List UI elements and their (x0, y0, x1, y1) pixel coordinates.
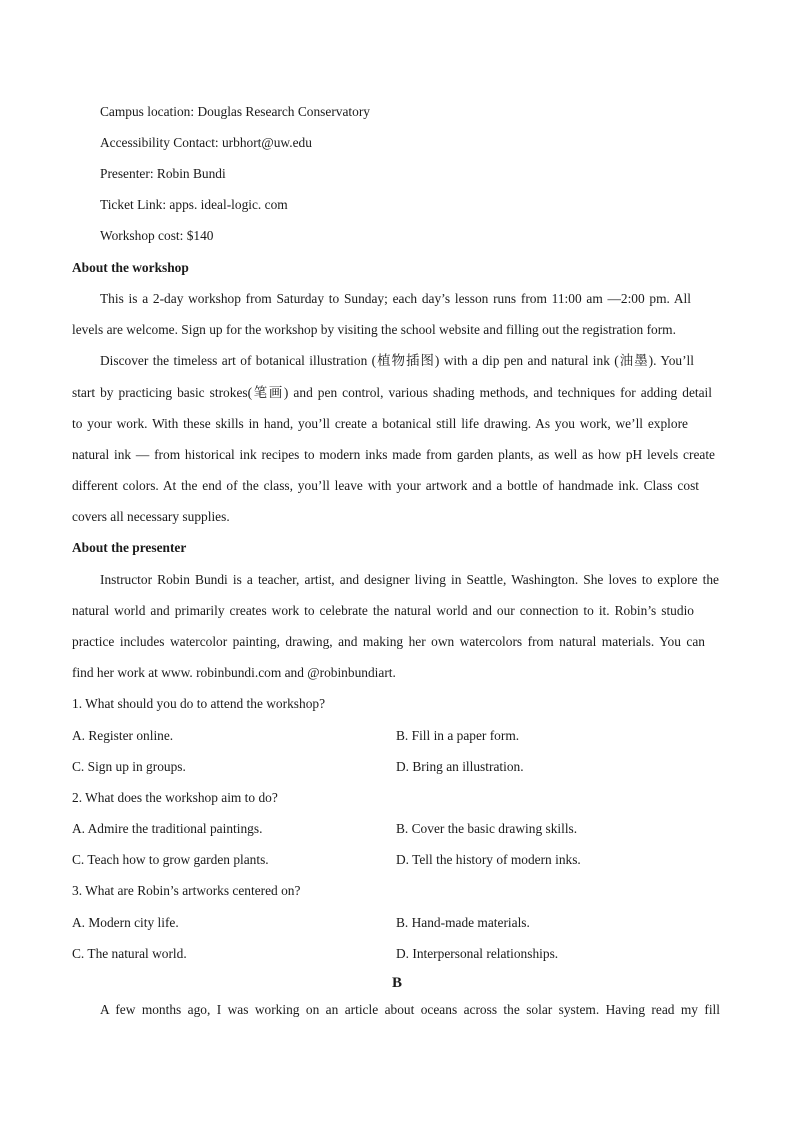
presenter-para-line: Instructor Robin Bundi is a teacher, artist, and designer living in Seattle, Washington. She loves to explore the (100, 572, 719, 587)
answer-option: C. The natural world. (72, 946, 187, 961)
answer-option: D. Interpersonal relationships. (396, 946, 559, 961)
presenter-para-line: find her work at www. robinbundi.com and @robinbundiart. (72, 665, 396, 680)
answer-option: B. Cover the basic drawing skills. (396, 821, 578, 836)
accessibility-contact: Accessibility Contact: urbhort@uw.edu (100, 135, 312, 150)
workshop-para-line: start by practicing basic strokes(笔画) and pen control, various shading methods, and techniques for adding detail (72, 385, 712, 400)
presenter-para-line: practice includes watercolor painting, drawing, and making her own watercolors from natural materials. You can (72, 634, 705, 649)
workshop-cost: Workshop cost: $140 (100, 228, 214, 243)
ticket-link: Ticket Link: apps. ideal-logic. com (100, 197, 288, 212)
answer-option: C. Teach how to grow garden plants. (72, 852, 269, 867)
workshop-para-line: to your work. With these skills in hand, you’ll create a botanical still life drawing. As you work, we’ll explore (72, 416, 688, 431)
answer-option: A. Modern city life. (72, 915, 179, 930)
answer-option: D. Bring an illustration. (396, 759, 524, 774)
answer-option: A. Register online. (72, 728, 174, 743)
section-b-first-line: A few months ago, I was working on an article about oceans across the solar system. Having read my fill (100, 1002, 720, 1017)
presenter-para-line: natural world and primarily creates work to celebrate the natural world and our connection to it. Robin’s studio (72, 603, 694, 618)
workshop-para-line: different colors. At the end of the class, you’ll leave with your artwork and a bottle of handmade ink. Class cost (72, 478, 699, 493)
answer-option: C. Sign up in groups. (72, 759, 186, 774)
answer-option: A. Admire the traditional paintings. (72, 821, 263, 836)
about-workshop-heading: About the workshop (72, 260, 189, 275)
workshop-para-line: natural ink — from historical ink recipes to modern inks made from garden plants, as well as how pH levels create (72, 447, 715, 462)
answer-option: D. Tell the history of modern inks. (396, 852, 581, 867)
question-stem: 2. What does the workshop aim to do? (72, 790, 278, 805)
section-b-label: B (391, 975, 402, 991)
workshop-para-line: Discover the timeless art of botanical illustration (植物插图) with a dip pen and natural ink (油墨). You’ll (100, 353, 694, 368)
question-stem: 3. What are Robin’s artworks centered on? (72, 883, 301, 898)
workshop-para-line: covers all necessary supplies. (72, 509, 230, 524)
answer-option: B. Fill in a paper form. (396, 728, 520, 743)
workshop-para-line: This is a 2-day workshop from Saturday to Sunday; each day’s lesson runs from 11:00 am —2:00 pm. All (100, 291, 691, 306)
answer-option: B. Hand-made materials. (396, 915, 530, 930)
campus-location: Campus location: Douglas Research Conservatory (100, 104, 370, 119)
about-presenter-heading: About the presenter (72, 540, 187, 555)
workshop-para-line: levels are welcome. Sign up for the workshop by visiting the school website and filling out the registration form. (72, 322, 676, 337)
question-stem: 1. What should you do to attend the workshop? (72, 696, 326, 711)
presenter-line: Presenter: Robin Bundi (100, 166, 226, 181)
